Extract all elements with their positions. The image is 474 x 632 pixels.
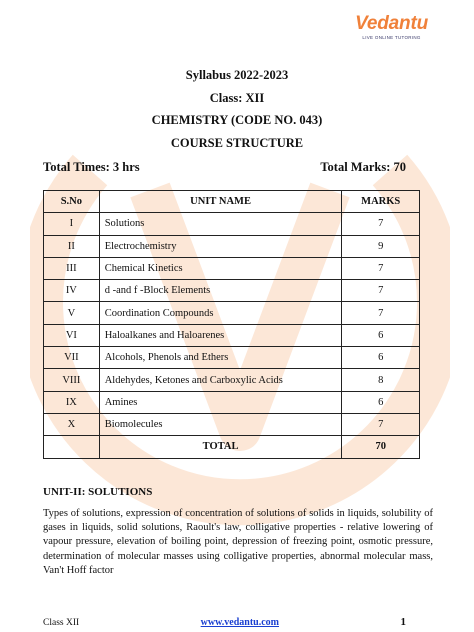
- cell-sno: V: [44, 302, 100, 324]
- logo-tagline: LIVE ONLINE TUTORING: [362, 35, 421, 40]
- course-structure-table: [43, 190, 420, 459]
- total-time: Total Times: 3 hrs: [43, 160, 140, 174]
- course-structure-title: COURSE STRUCTURE: [170, 135, 304, 150]
- cell-marks: 6: [342, 391, 420, 413]
- cell-marks: 9: [342, 235, 420, 257]
- cell-sno: III: [44, 257, 100, 279]
- table-row: [44, 413, 420, 435]
- cell-unit: Aldehydes, Ketones and Carboxylic Acids: [99, 369, 342, 391]
- header-unit-name: UNIT NAME: [99, 191, 342, 213]
- cell-marks: 6: [342, 347, 420, 369]
- cell-marks: 7: [342, 302, 420, 324]
- cell-marks: 6: [342, 324, 420, 346]
- cell-unit: Coordination Compounds: [99, 302, 342, 324]
- vedantu-logo[interactable]: [355, 14, 428, 40]
- cell-total-marks: 70: [342, 436, 420, 458]
- cell-total-label: TOTAL: [99, 436, 342, 458]
- footer-class-label: Class XII: [43, 618, 80, 628]
- cell-marks: 7: [342, 257, 420, 279]
- table-row: [44, 280, 420, 302]
- class-label: Class: XII: [209, 90, 265, 105]
- table-row: [44, 213, 420, 235]
- cell-sno: VIII: [44, 369, 100, 391]
- cell-total-empty: [44, 436, 100, 458]
- cell-marks: 7: [342, 280, 420, 302]
- footer-website-link[interactable]: www.vedantu.com: [200, 617, 279, 628]
- header-marks: MARKS: [342, 191, 420, 213]
- cell-sno: IV: [44, 280, 100, 302]
- cell-marks: 7: [342, 413, 420, 435]
- cell-unit: Biomolecules: [99, 413, 342, 435]
- table-row: [44, 369, 420, 391]
- cell-sno: IX: [44, 391, 100, 413]
- cell-sno: VII: [44, 347, 100, 369]
- header-sno: S.No: [44, 191, 100, 213]
- cell-sno: X: [44, 413, 100, 435]
- cell-marks: 7: [342, 213, 420, 235]
- syllabus-year: Syllabus 2022-2023: [185, 68, 289, 82]
- cell-unit: Amines: [99, 391, 342, 413]
- table-row: [44, 257, 420, 279]
- logo-wordmark: Vedantu: [355, 13, 428, 34]
- table-row: [44, 235, 420, 257]
- cell-unit: Electrochemistry: [99, 235, 342, 257]
- page-footer: [43, 616, 406, 628]
- totals-row: [43, 160, 406, 175]
- unit-ii-title: UNIT-II: SOLUTIONS: [43, 486, 153, 498]
- cell-unit: Alcohols, Phenols and Ethers: [99, 347, 342, 369]
- cell-unit: Haloalkanes and Haloarenes: [99, 324, 342, 346]
- cell-unit: d -and f -Block Elements: [99, 280, 342, 302]
- cell-unit: Chemical Kinetics: [99, 257, 342, 279]
- cell-sno: II: [44, 235, 100, 257]
- document-heading: [0, 64, 474, 154]
- table-header-row: [44, 191, 420, 213]
- table-total-row: [44, 436, 420, 458]
- subject-title: CHEMISTRY (CODE NO. 043): [151, 113, 323, 127]
- cell-sno: I: [44, 213, 100, 235]
- unit-ii-description: Types of solutions, expression of concentration of solutions of solids in liquids, solubility of gases in liquids, solid solutions, Raoult's law, colligative properties - relative lowering of vapour pressure, elevation of boiling point, depression of freezing point, osmotic pressure, determination of molecular masses using colligative properties, abnormal molecular mass, Van't Hoff factor: [43, 508, 433, 576]
- table-row: [44, 347, 420, 369]
- table-row: [44, 302, 420, 324]
- cell-marks: 8: [342, 369, 420, 391]
- page-number: 1: [400, 616, 406, 628]
- total-marks: Total Marks: 70: [320, 160, 406, 174]
- cell-unit: Solutions: [99, 213, 342, 235]
- cell-sno: VI: [44, 324, 100, 346]
- table-row: [44, 324, 420, 346]
- table-row: [44, 391, 420, 413]
